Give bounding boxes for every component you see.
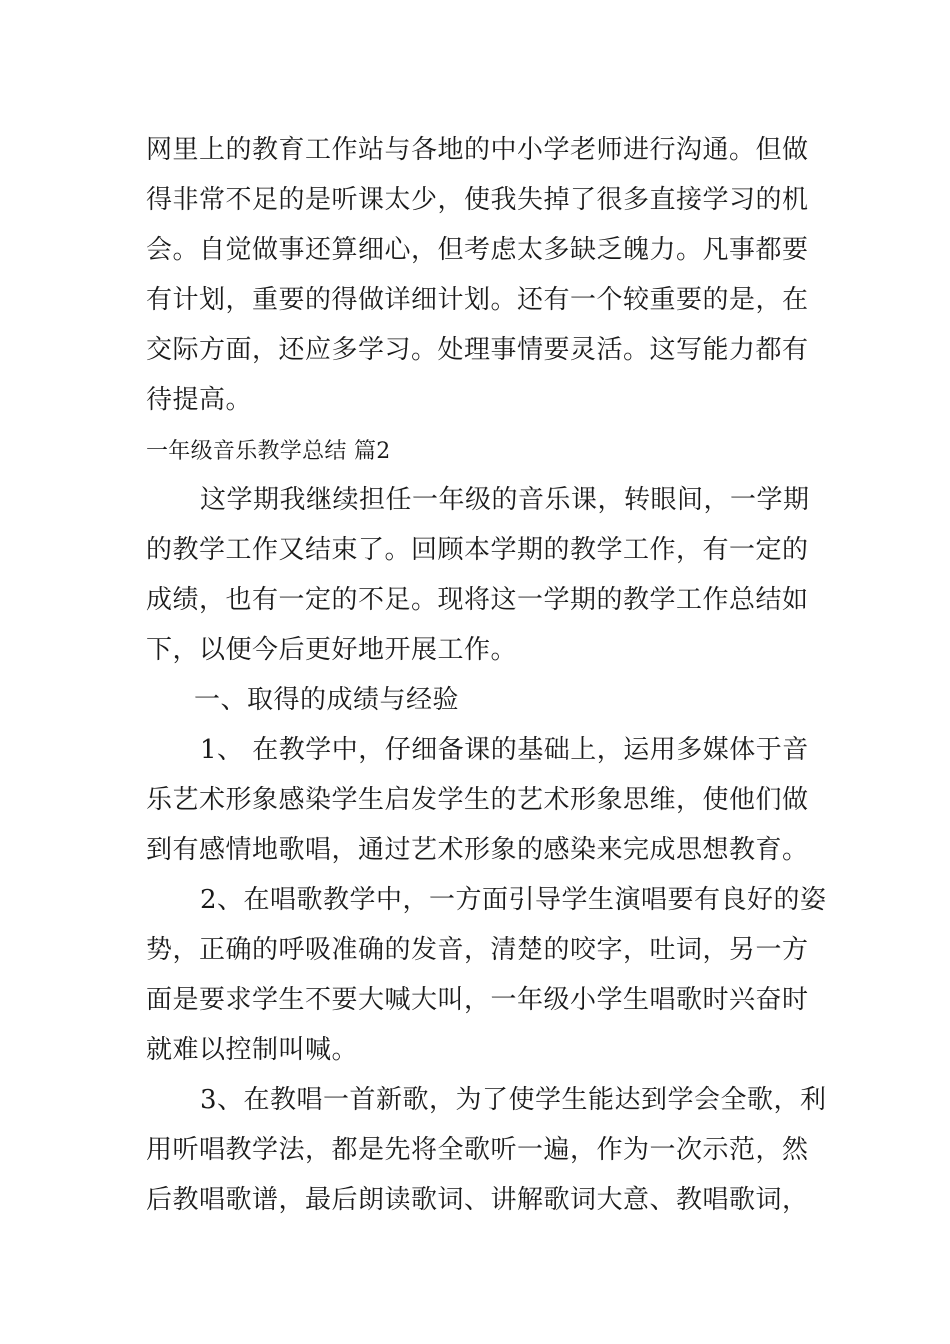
section-heading: 一、取得的成绩与经验 bbox=[194, 685, 460, 715]
item-2-line: 面是要求学生不要大喊大叫，一年级小学生唱歌时兴奋时 bbox=[146, 985, 809, 1015]
item-3-line: 3、在教唱一首新歌，为了使学生能达到学会全歌，利 bbox=[200, 1085, 827, 1115]
continuation-line: 有计划，重要的得做详细计划。还有一个较重要的是，在 bbox=[146, 285, 809, 315]
continuation-line: 交际方面，还应多学习。处理事情要灵活。这写能力都有 bbox=[146, 335, 809, 365]
item-2-line: 势，正确的呼吸准确的发音，清楚的咬字，吐词，另一方 bbox=[146, 935, 809, 965]
item-2-line: 2、在唱歌教学中，一方面引导学生演唱要有良好的姿 bbox=[200, 885, 827, 915]
item-1-line: 到有感情地歌唱，通过艺术形象的感染来完成思想教育。 bbox=[146, 835, 809, 865]
item-2-line: 就难以控制叫喊。 bbox=[146, 1035, 359, 1065]
continuation-line: 会。自觉做事还算细心，但考虑太多缺乏魄力。凡事都要 bbox=[146, 235, 809, 265]
continuation-line: 待提高。 bbox=[146, 385, 253, 415]
continuation-line: 网里上的教育工作站与各地的中小学老师进行沟通。但做 bbox=[146, 135, 809, 165]
item-1-line: 1、 在教学中，仔细备课的基础上，运用多媒体于音 bbox=[200, 735, 809, 765]
section-title: 一年级音乐教学总结 篇2 bbox=[146, 439, 391, 464]
item-3-line: 用听唱教学法，都是先将全歌听一遍，作为一次示范，然 bbox=[146, 1135, 809, 1165]
item-1-line: 乐艺术形象感染学生启发学生的艺术形象思维，使他们做 bbox=[146, 785, 809, 815]
item-3-line: 后教唱歌谱，最后朗读歌词、讲解歌词大意、教唱歌词， bbox=[146, 1185, 809, 1215]
intro-line: 这学期我继续担任一年级的音乐课，转眼间，一学期 bbox=[200, 485, 810, 515]
intro-line: 的教学工作又结束了。回顾本学期的教学工作，有一定的 bbox=[146, 535, 809, 565]
intro-line: 成绩，也有一定的不足。现将这一学期的教学工作总结如 bbox=[146, 585, 809, 615]
continuation-line: 得非常不足的是听课太少，使我失掉了很多直接学习的机 bbox=[146, 185, 809, 215]
intro-line: 下，以便今后更好地开展工作。 bbox=[146, 635, 518, 665]
